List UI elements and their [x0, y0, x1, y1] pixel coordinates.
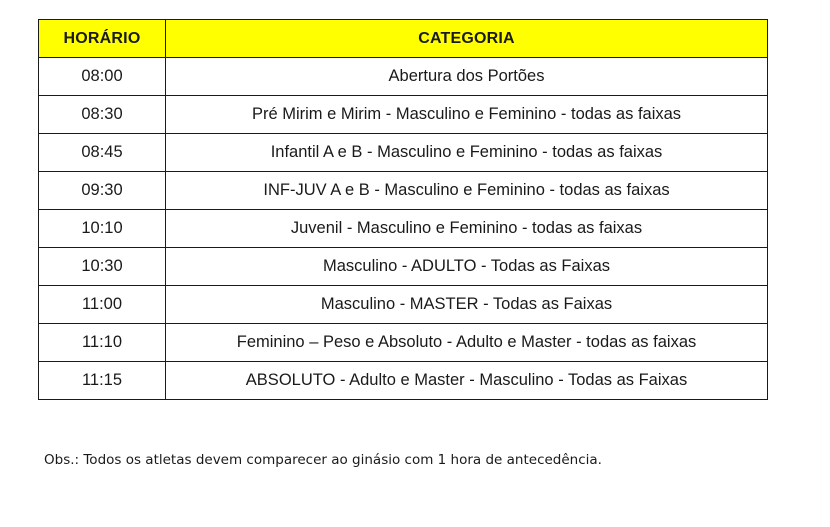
row-time: 11:10 — [39, 324, 166, 362]
table-row — [39, 96, 768, 134]
row-category: INF-JUV A e B - Masculino e Feminino - todas as faixas — [166, 172, 768, 210]
row-time: 10:30 — [39, 248, 166, 286]
row-category: Juvenil - Masculino e Feminino - todas as faixas — [166, 210, 768, 248]
table-row — [39, 286, 768, 324]
row-time: 09:30 — [39, 172, 166, 210]
row-category: Pré Mirim e Mirim - Masculino e Feminino - todas as faixas — [166, 96, 768, 134]
row-time: 10:10 — [39, 210, 166, 248]
table-row — [39, 58, 768, 96]
column-header-category: CATEGORIA — [166, 20, 768, 58]
table-header-row — [39, 20, 768, 58]
row-category: Masculino - ADULTO - Todas as Faixas — [166, 248, 768, 286]
row-category: Feminino – Peso e Absoluto - Adulto e Master - todas as faixas — [166, 324, 768, 362]
row-time: 08:00 — [39, 58, 166, 96]
row-time: 08:30 — [39, 96, 166, 134]
row-time: 08:45 — [39, 134, 166, 172]
table-row — [39, 134, 768, 172]
row-time: 11:00 — [39, 286, 166, 324]
column-header-time: HORÁRIO — [39, 20, 166, 58]
table-row — [39, 210, 768, 248]
row-category: Abertura dos Portões — [166, 58, 768, 96]
row-category: Infantil A e B - Masculino e Feminino - todas as faixas — [166, 134, 768, 172]
table-row — [39, 362, 768, 400]
table-row — [39, 172, 768, 210]
row-category: Masculino - MASTER - Todas as Faixas — [166, 286, 768, 324]
table-row — [39, 324, 768, 362]
schedule-table — [38, 19, 768, 400]
table-row — [39, 248, 768, 286]
row-time: 11:15 — [39, 362, 166, 400]
observation-note: Obs.: Todos os atletas devem comparecer ao ginásio com 1 hora de antecedência. — [44, 452, 602, 468]
row-category: ABSOLUTO - Adulto e Master - Masculino - Todas as Faixas — [166, 362, 768, 400]
